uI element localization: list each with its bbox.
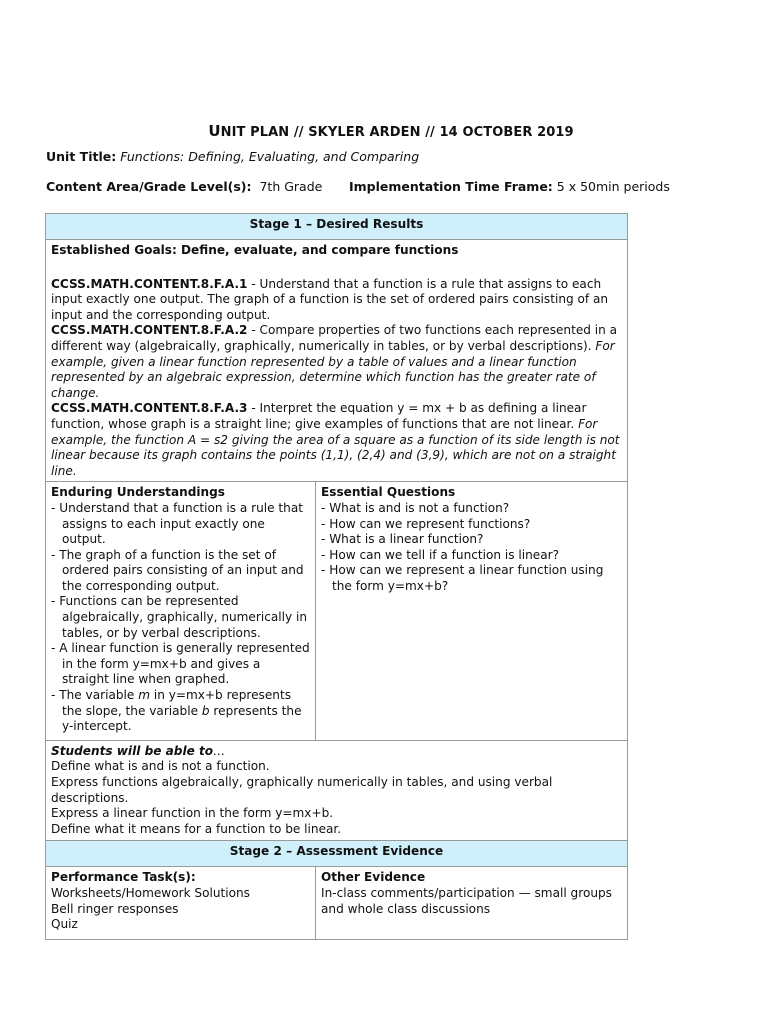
text-part: The variable — [59, 688, 139, 703]
other-evidence-cell — [316, 867, 628, 939]
stage2-heading: Stage 2 – Assessment Evidence — [46, 841, 628, 867]
title-rest: NIT PLAN // SKYLER ARDEN // 14 OCTOBER 2019 — [220, 125, 574, 140]
standard-code: CCSS.MATH.CONTENT.8.F.A.2 — [51, 323, 248, 338]
students-heading-suffix: … — [213, 743, 226, 758]
essential-heading: Essential Questions — [321, 485, 456, 500]
list-item: - How can we represent functions? — [321, 517, 622, 533]
time-frame-line — [349, 179, 670, 194]
students-line: Define what it means for a function to be linear. — [51, 821, 342, 836]
time-frame-value: 5 x 50min periods — [556, 179, 670, 194]
list-item: - What is and is not a function? — [321, 501, 622, 517]
unit-title-value: Functions: Defining, Evaluating, and Comparing — [120, 149, 420, 164]
variable-m: m — [138, 688, 150, 703]
other-evidence-heading: Other Evidence — [321, 870, 426, 885]
stage1-row — [46, 214, 628, 240]
title-first-letter: U — [208, 122, 221, 140]
list-item: - What is a linear function? — [321, 532, 622, 548]
understandings-row — [46, 482, 628, 741]
list-item: - How can we represent a linear function using the form y=mx+b? — [321, 563, 622, 594]
students-heading — [51, 744, 622, 760]
standard-3 — [51, 401, 622, 479]
text-part: in y=mx+b represents the slope, the variable — [62, 688, 291, 718]
performance-heading: Performance Task(s): — [51, 870, 196, 885]
students-cell — [46, 740, 628, 841]
list-item: - How can we tell if a function is linear? — [321, 548, 622, 564]
standard-1 — [51, 277, 622, 324]
performance-line: Bell ringer responses — [51, 901, 179, 916]
standard-text: - Interpret the equation y = mx + b as defining a linear function, whose graph is a straight line; give examples of functions that are not linear. — [51, 401, 587, 431]
essential-list — [321, 501, 622, 595]
standard-example: For example, the function A = s2 giving the area of a square as a function of its side length is not linear because its graph contains the points (1,1), (2,4) and (3,9), which are not on a straight line. — [51, 416, 620, 478]
stage2-row — [46, 841, 628, 867]
performance-cell — [46, 867, 316, 939]
list-item: - Understand that a function is a rule that assigns to each input exactly one output. — [51, 501, 310, 548]
list-item — [51, 688, 310, 735]
content-area-line — [46, 179, 322, 194]
variable-b: b — [201, 703, 210, 718]
students-line: Express a linear function in the form y=mx+b. — [51, 806, 334, 821]
standard-code: CCSS.MATH.CONTENT.8.F.A.1 — [51, 276, 248, 291]
students-row — [46, 740, 628, 841]
standard-code: CCSS.MATH.CONTENT.8.F.A.3 — [51, 401, 248, 416]
enduring-list — [51, 501, 310, 735]
other-evidence-text: In-class comments/participation — small groups and whole class discussions — [321, 885, 612, 916]
text-part: represents the y-intercept. — [62, 703, 302, 734]
goals-row — [46, 240, 628, 482]
list-item: - Functions can be represented algebraically, graphically, numerically in tables, or by verbal descriptions. — [51, 594, 310, 641]
standard-2 — [51, 323, 622, 401]
list-item: - The graph of a function is the set of ordered pairs consisting of an input and the corresponding output. — [51, 548, 310, 595]
unit-title-label: Unit Title: — [46, 149, 117, 164]
unit-title-line — [46, 149, 419, 164]
enduring-heading: Enduring Understandings — [51, 485, 225, 500]
content-area-label: Content Area/Grade Level(s): — [46, 179, 252, 194]
goals-cell — [46, 240, 628, 482]
page-title — [0, 122, 768, 140]
standard-text: - Compare properties of two functions each represented in a different way (algebraically, graphically, numerically in tables, or by verbal descriptions). — [51, 323, 618, 353]
unit-plan-table — [45, 213, 628, 940]
performance-line: Worksheets/Homework Solutions — [51, 885, 250, 900]
list-item: - A linear function is generally represented in the form y=mx+b and gives a straight line when graphed. — [51, 641, 310, 688]
content-area-value: 7th Grade — [259, 179, 323, 194]
stage1-heading: Stage 1 – Desired Results — [46, 214, 628, 240]
students-heading-text: Students will be able to — [51, 743, 214, 758]
essential-cell — [316, 482, 628, 741]
standard-example: For example, given a linear function represented by a table of values and a linear function represented by an algebraic expression, determine which function has the greater rate of change. — [51, 338, 615, 400]
students-line: Define what is and is not a function. — [51, 759, 270, 774]
students-line: Express functions algebraically, graphically numerically in tables, and using verbal descriptions. — [51, 775, 553, 805]
goals-heading: Established Goals: Define, evaluate, and compare functions — [51, 243, 459, 257]
evidence-row — [46, 867, 628, 939]
performance-line: Quiz — [51, 917, 78, 932]
time-frame-label: Implementation Time Frame: — [349, 179, 553, 194]
enduring-cell — [46, 482, 316, 741]
standard-text: - Understand that a function is a rule that assigns to each input exactly one output. The graph of a function is the set of ordered pairs consisting of an input and the corresponding output. — [51, 276, 609, 322]
